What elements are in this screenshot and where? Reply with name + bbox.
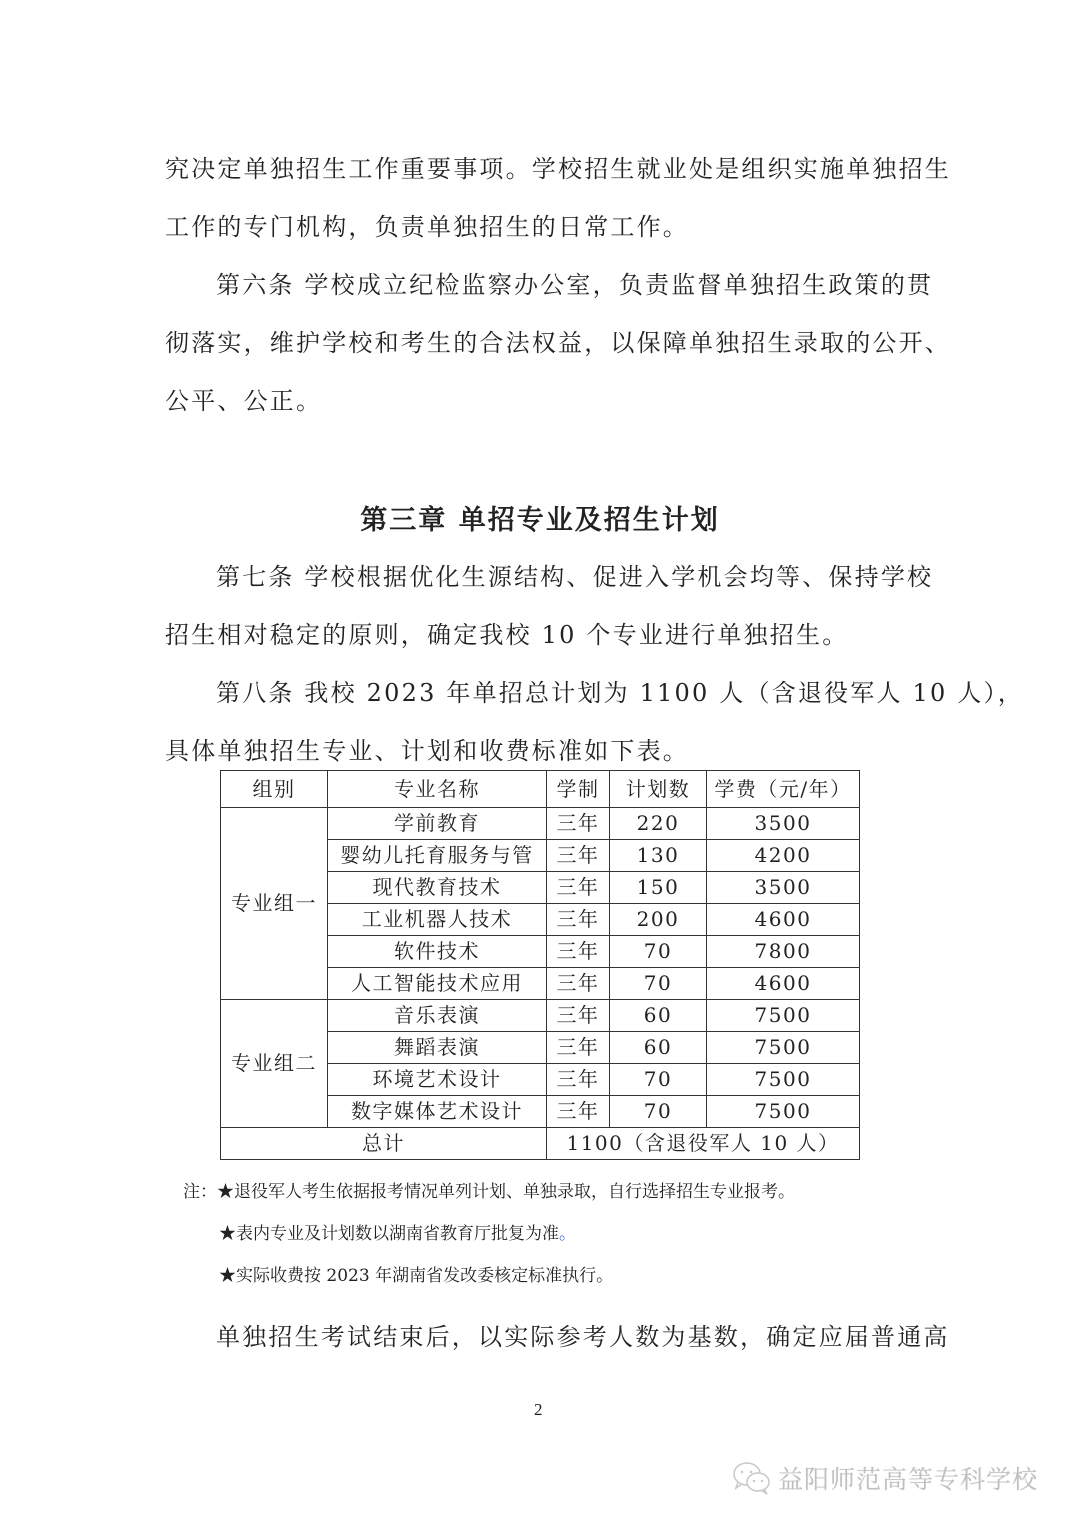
note-line xyxy=(183,1180,795,1204)
duration-cell: 三年 xyxy=(547,1032,610,1064)
fee-cell: 4600 xyxy=(707,968,860,1000)
paragraph-line: 招生相对稳定的原则，确定我校 10 个专业进行单独招生。 xyxy=(165,621,849,649)
duration-cell: 三年 xyxy=(547,936,610,968)
fee-cell: 7500 xyxy=(707,1032,860,1064)
plan-cell: 60 xyxy=(610,1000,707,1032)
duration-cell: 三年 xyxy=(547,1064,610,1096)
plan-cell: 70 xyxy=(610,1064,707,1096)
total-label: 总计 xyxy=(221,1128,547,1160)
page-number: 2 xyxy=(534,1400,543,1419)
paragraph-line: 具体单独招生专业、计划和收费标准如下表。 xyxy=(165,737,689,765)
enrollment-plan-table xyxy=(220,770,860,1160)
duration-cell: 三年 xyxy=(547,1000,610,1032)
major-cell: 工业机器人技术 xyxy=(328,904,547,936)
note-2: ★表内专业及计划数以湖南省教育厅批复为准 xyxy=(219,1224,559,1244)
fee-cell: 3500 xyxy=(707,872,860,904)
table-header-row xyxy=(221,771,860,808)
major-cell: 数字媒体艺术设计 xyxy=(328,1096,547,1128)
wechat-icon xyxy=(732,1461,772,1495)
major-cell: 学前教育 xyxy=(328,808,547,840)
fee-cell: 7500 xyxy=(707,1000,860,1032)
group-cell: 专业组一 xyxy=(221,808,328,1000)
note-prefix: 注： xyxy=(183,1182,217,1202)
table-row xyxy=(221,1000,860,1032)
table-row xyxy=(221,808,860,840)
duration-cell: 三年 xyxy=(547,808,610,840)
note-line xyxy=(219,1222,576,1246)
duration-cell: 三年 xyxy=(547,968,610,1000)
plan-cell: 150 xyxy=(610,872,707,904)
fee-cell: 3500 xyxy=(707,808,860,840)
header-plan: 计划数 xyxy=(610,771,707,808)
note-1: ★退役军人考生依据报考情况单列计划、单独录取，自行选择招生专业报考。 xyxy=(217,1182,795,1202)
header-major: 专业名称 xyxy=(328,771,547,808)
fee-cell: 4200 xyxy=(707,840,860,872)
plan-cell: 70 xyxy=(610,968,707,1000)
major-cell: 人工智能技术应用 xyxy=(328,968,547,1000)
duration-cell: 三年 xyxy=(547,1096,610,1128)
duration-cell: 三年 xyxy=(547,840,610,872)
major-cell: 音乐表演 xyxy=(328,1000,547,1032)
group-cell: 专业组二 xyxy=(221,1000,328,1128)
major-cell: 舞蹈表演 xyxy=(328,1032,547,1064)
fee-cell: 7500 xyxy=(707,1064,860,1096)
major-cell: 环境艺术设计 xyxy=(328,1064,547,1096)
paragraph-line: 究决定单独招生工作重要事项。学校招生就业处是组织实施单独招生 xyxy=(165,155,951,183)
fee-cell: 7800 xyxy=(707,936,860,968)
paragraph-line: 彻落实，维护学校和考生的合法权益，以保障单独招生录取的公开、 xyxy=(165,329,951,357)
note-3: ★实际收费按 2023 年湖南省发改委核定标准执行。 xyxy=(219,1266,614,1286)
major-cell: 现代教育技术 xyxy=(328,872,547,904)
header-group: 组别 xyxy=(221,771,328,808)
paragraph-line: 单独招生考试结束后，以实际参考人数为基数，确定应届普通高 xyxy=(216,1323,950,1351)
fee-cell: 4600 xyxy=(707,904,860,936)
note-2-period: 。 xyxy=(559,1224,576,1244)
plan-cell: 70 xyxy=(610,1096,707,1128)
duration-cell: 三年 xyxy=(547,904,610,936)
total-value: 1100（含退役军人 10 人） xyxy=(547,1128,860,1160)
table-total-row xyxy=(221,1128,860,1160)
plan-cell: 200 xyxy=(610,904,707,936)
watermark xyxy=(732,1460,1038,1496)
plan-cell: 220 xyxy=(610,808,707,840)
header-fee: 学费（元/年） xyxy=(707,771,860,808)
plan-cell: 60 xyxy=(610,1032,707,1064)
article-7-line: 第七条 学校根据优化生源结构、促进入学机会均等、保持学校 xyxy=(216,563,934,591)
header-duration: 学制 xyxy=(547,771,610,808)
chapter-heading: 第三章 单招专业及招生计划 xyxy=(360,505,720,536)
plan-cell: 70 xyxy=(610,936,707,968)
paragraph-line: 公平、公正。 xyxy=(165,387,323,415)
major-cell: 软件技术 xyxy=(328,936,547,968)
major-cell: 婴幼儿托育服务与管 xyxy=(328,840,547,872)
duration-cell: 三年 xyxy=(547,872,610,904)
article-6-line: 第六条 学校成立纪检监察办公室，负责监督单独招生政策的贯 xyxy=(216,271,934,299)
article-8-line: 第八条 我校 2023 年单招总计划为 1100 人（含退役军人 10 人）， xyxy=(216,679,1024,707)
watermark-text: 益阳师范高等专科学校 xyxy=(778,1465,1039,1494)
paragraph-line: 工作的专门机构，负责单独招生的日常工作。 xyxy=(165,213,689,241)
plan-cell: 130 xyxy=(610,840,707,872)
fee-cell: 7500 xyxy=(707,1096,860,1128)
